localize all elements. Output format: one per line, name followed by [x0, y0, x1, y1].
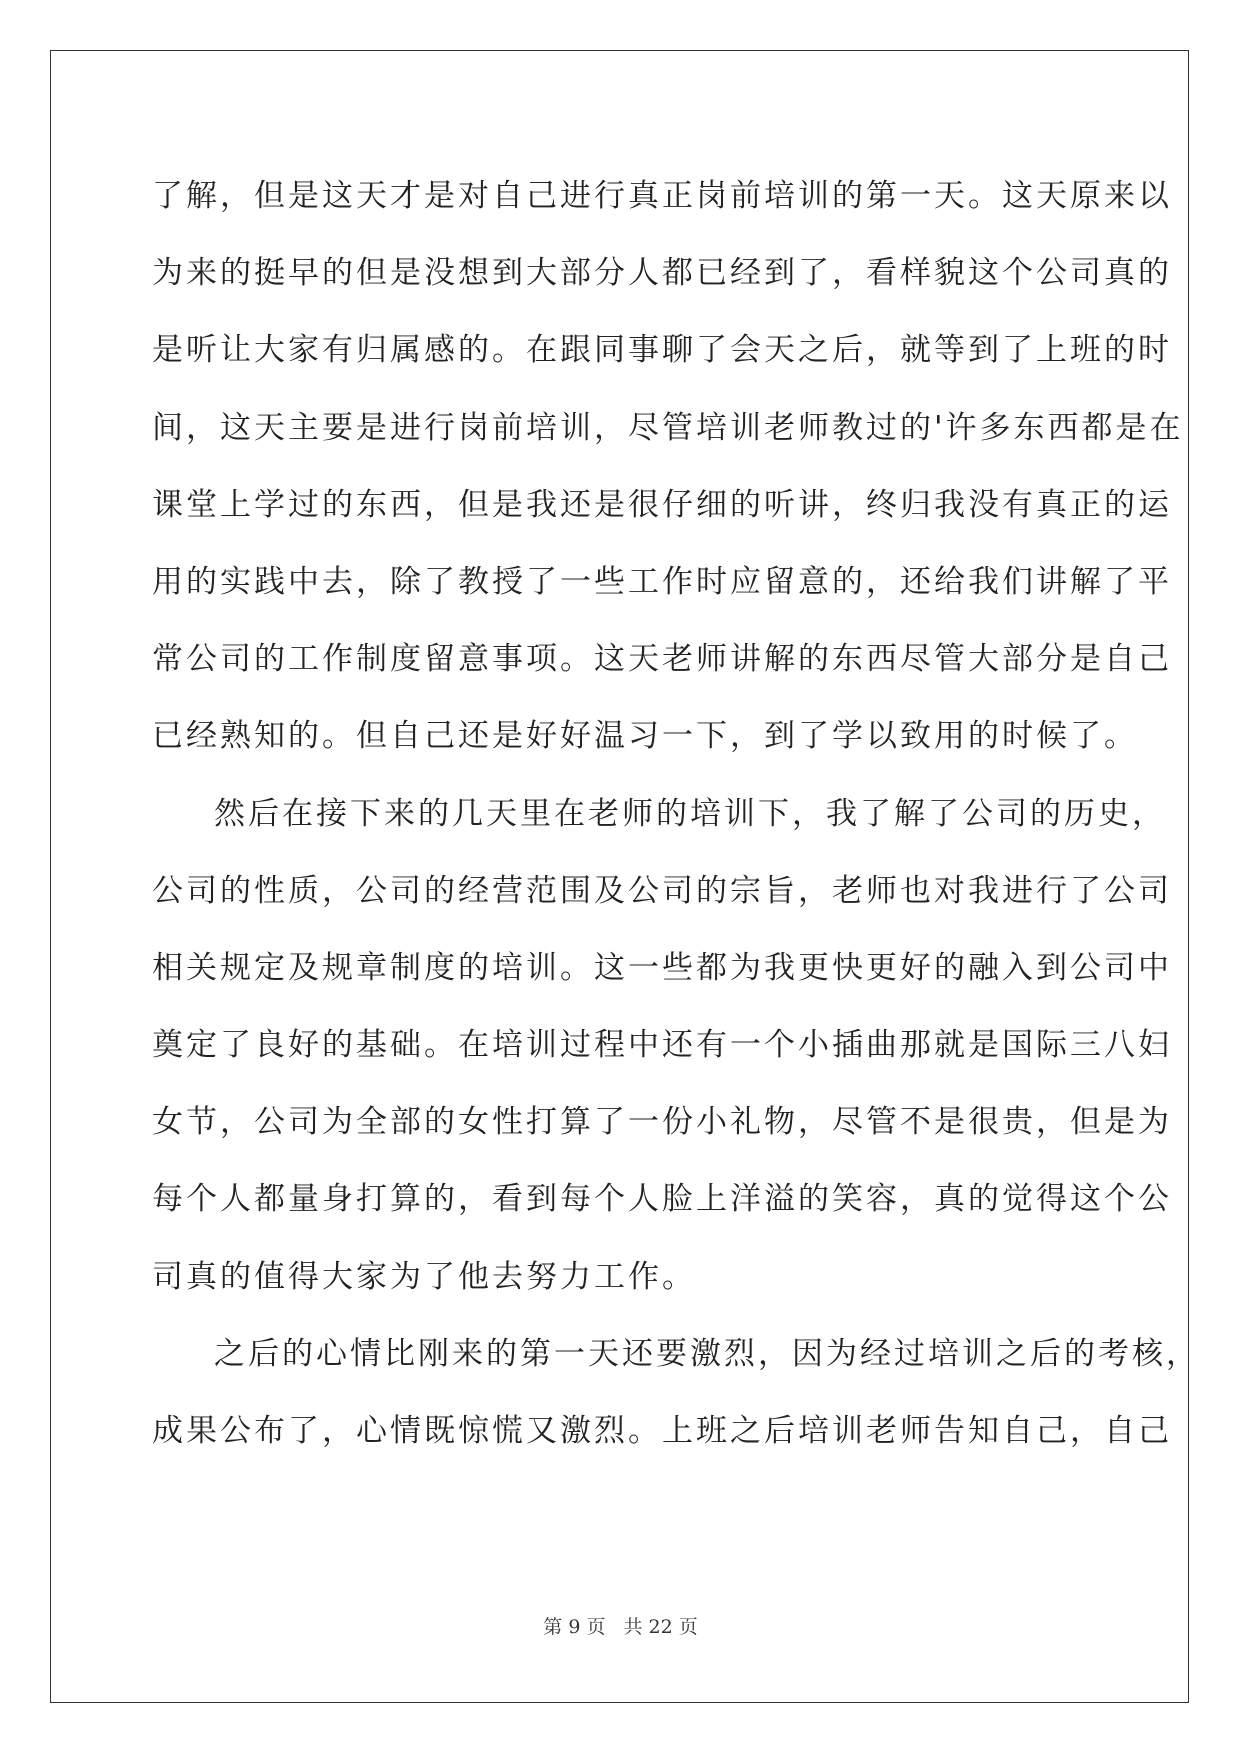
text-line-1: 了解，但是这天才是对自己进行真正岗前培训的第一天。这天原来以 [152, 178, 1172, 214]
text-line-11: 相关规定及规章制度的培训。这一些都为我更快更好的融入到公司中 [152, 949, 1172, 986]
text-line-13: 女节，公司为全部的女性打算了一份小礼物，尽管不是很贵，但是为 [152, 1104, 1172, 1141]
page-total: 共 22 页 [623, 1616, 698, 1638]
page-number: 第 9 页 [543, 1616, 606, 1638]
text-line-15: 司真的值得大家为了他去努力工作。 [152, 1258, 696, 1295]
text-line-3: 是听让大家有归属感的。在跟同事聊了会天之后，就等到了上班的时 [152, 332, 1172, 369]
text-line-10: 公司的性质，公司的经营范围及公司的宗旨，老师也对我进行了公司 [152, 872, 1172, 909]
text-line-8: 已经熟知的。但自己还是好好温习一下，到了学以致用的时候了。 [152, 718, 1138, 755]
text-line-14: 每个人都量身打算的，看到每个人脸上洋溢的笑容，真的觉得这个公 [152, 1181, 1172, 1218]
page-footer [0, 1612, 1241, 1639]
document-body [152, 158, 1200, 1470]
text-line-12: 奠定了良好的基础。在培训过程中还有一个小插曲那就是国际三八妇 [152, 1027, 1172, 1064]
text-line-17: 成果公布了，心情既惊慌又激烈。上班之后培训老师告知自己，自己 [152, 1413, 1172, 1449]
text-line-9: 然后在接下来的几天里在老师的培训下，我了解了公司的历史， [214, 795, 1166, 832]
text-line-2: 为来的挺早的但是没想到大部分人都已经到了，看样貌这个公司真的 [152, 255, 1172, 292]
text-line-7: 常公司的工作制度留意事项。这天老师讲解的东西尽管大部分是自己 [152, 641, 1172, 678]
text-line-6: 用的实践中去，除了教授了一些工作时应留意的，还给我们讲解了平 [152, 563, 1172, 600]
text-line-4: 间，这天主要是进行岗前培训，尽管培训老师教过的'许多东西都是在 [152, 409, 1184, 446]
text-line-16: 之后的心情比刚来的第一天还要激烈，因为经过培训之后的考核， [214, 1335, 1200, 1372]
text-line-5: 课堂上学过的东西，但是我还是很仔细的听讲，终归我没有真正的运 [152, 486, 1172, 523]
